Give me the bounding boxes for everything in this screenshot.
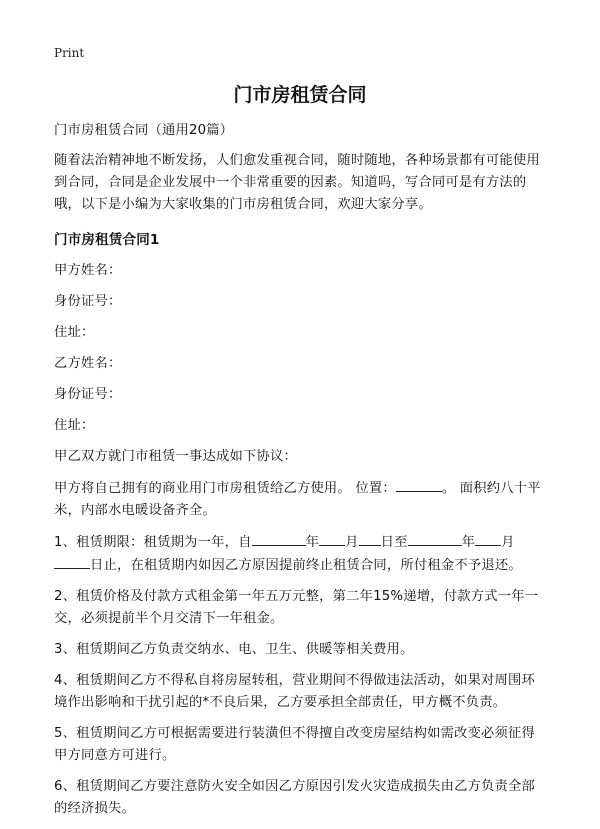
start-day-blank: [359, 531, 381, 546]
clause-location-text-a: 甲方将自己拥有的商业用门市房租赁给乙方使用。 位置：: [54, 481, 396, 496]
clause-1-text: 1、租赁期限：租赁期为一年，自: [54, 535, 252, 550]
clause-1-text: 月: [501, 535, 515, 550]
party-b-id-field: 身份证号：: [54, 387, 122, 402]
section-heading: 门市房租赁合同1: [54, 232, 160, 248]
clause-location-text-b: 。 面积约八十平米，内部水电暖设备齐全。: [54, 481, 541, 518]
clause-1-text: 日至: [380, 535, 408, 550]
document-subtitle: 门市房租赁合同（通用20篇）: [54, 123, 234, 138]
party-b-address-field: 住址：: [54, 418, 95, 433]
agreement-statement: 甲乙双方就门市租赁一事达成如下协议：: [54, 449, 297, 464]
clause-1-text: 年: [461, 535, 476, 550]
start-year-blank: [252, 531, 306, 546]
clause-4: 4、租赁期间乙方不得私自将房屋转租，营业期间不得做违法活动，如果对周围环境作出影响和干扰引起的*不良后果，乙方要承担全部责任，甲方概不负责。: [54, 673, 536, 710]
intro-paragraph: 随着法治精神地不断发扬，人们愈发重视合同，随时随地，各种场景都有可能使用到合同，合同是企业发展中一个非常重要的因素。知道吗，写合同可是有方法的哦，以下是小编为大家收集的门市房租赁合同，欢迎大家分享。: [54, 153, 540, 212]
page-title: 门市房租赁合同: [233, 84, 367, 106]
clause-1-text: 日止，在租赁期内如因乙方原因提前终止租赁合同，所付租金不予退还。: [90, 558, 522, 573]
party-a-id-field: 身份证号：: [54, 294, 122, 309]
clause-1-text: 月: [345, 535, 359, 550]
clause-location: [54, 477, 548, 522]
start-month-blank: [319, 531, 345, 546]
clause-2: 2、租赁价格及付款方式租金第一年五万元整，第二年15%递增，付款方式一年一交，必须提前半个月交清下一年租金。: [54, 589, 539, 626]
clause-5: 5、租赁期间乙方可根据需要进行装潢但不得擅自改变房屋结构如需改变必须征得甲方同意方可进行。: [54, 726, 536, 763]
clause-1: [54, 531, 548, 577]
location-blank: [396, 477, 442, 492]
party-a-address-field: 住址：: [54, 325, 95, 340]
print-link[interactable]: Print: [54, 46, 85, 60]
clause-1-text: 年: [305, 535, 320, 550]
end-month-blank: [475, 531, 501, 546]
end-year-blank: [408, 531, 462, 546]
clause-3: 3、租赁期间乙方负责交纳水、电、卫生、供暖等相关费用。: [54, 642, 414, 657]
party-b-name-field: 乙方姓名：: [54, 356, 122, 371]
end-day-blank: [54, 554, 90, 569]
clause-6: 6、租赁期间乙方要注意防火安全如因乙方原因引发火灾造成损失由乙方负责全部的经济损失。: [54, 779, 536, 816]
document-body: [54, 120, 548, 829]
party-a-name-field: 甲方姓名：: [54, 263, 122, 278]
